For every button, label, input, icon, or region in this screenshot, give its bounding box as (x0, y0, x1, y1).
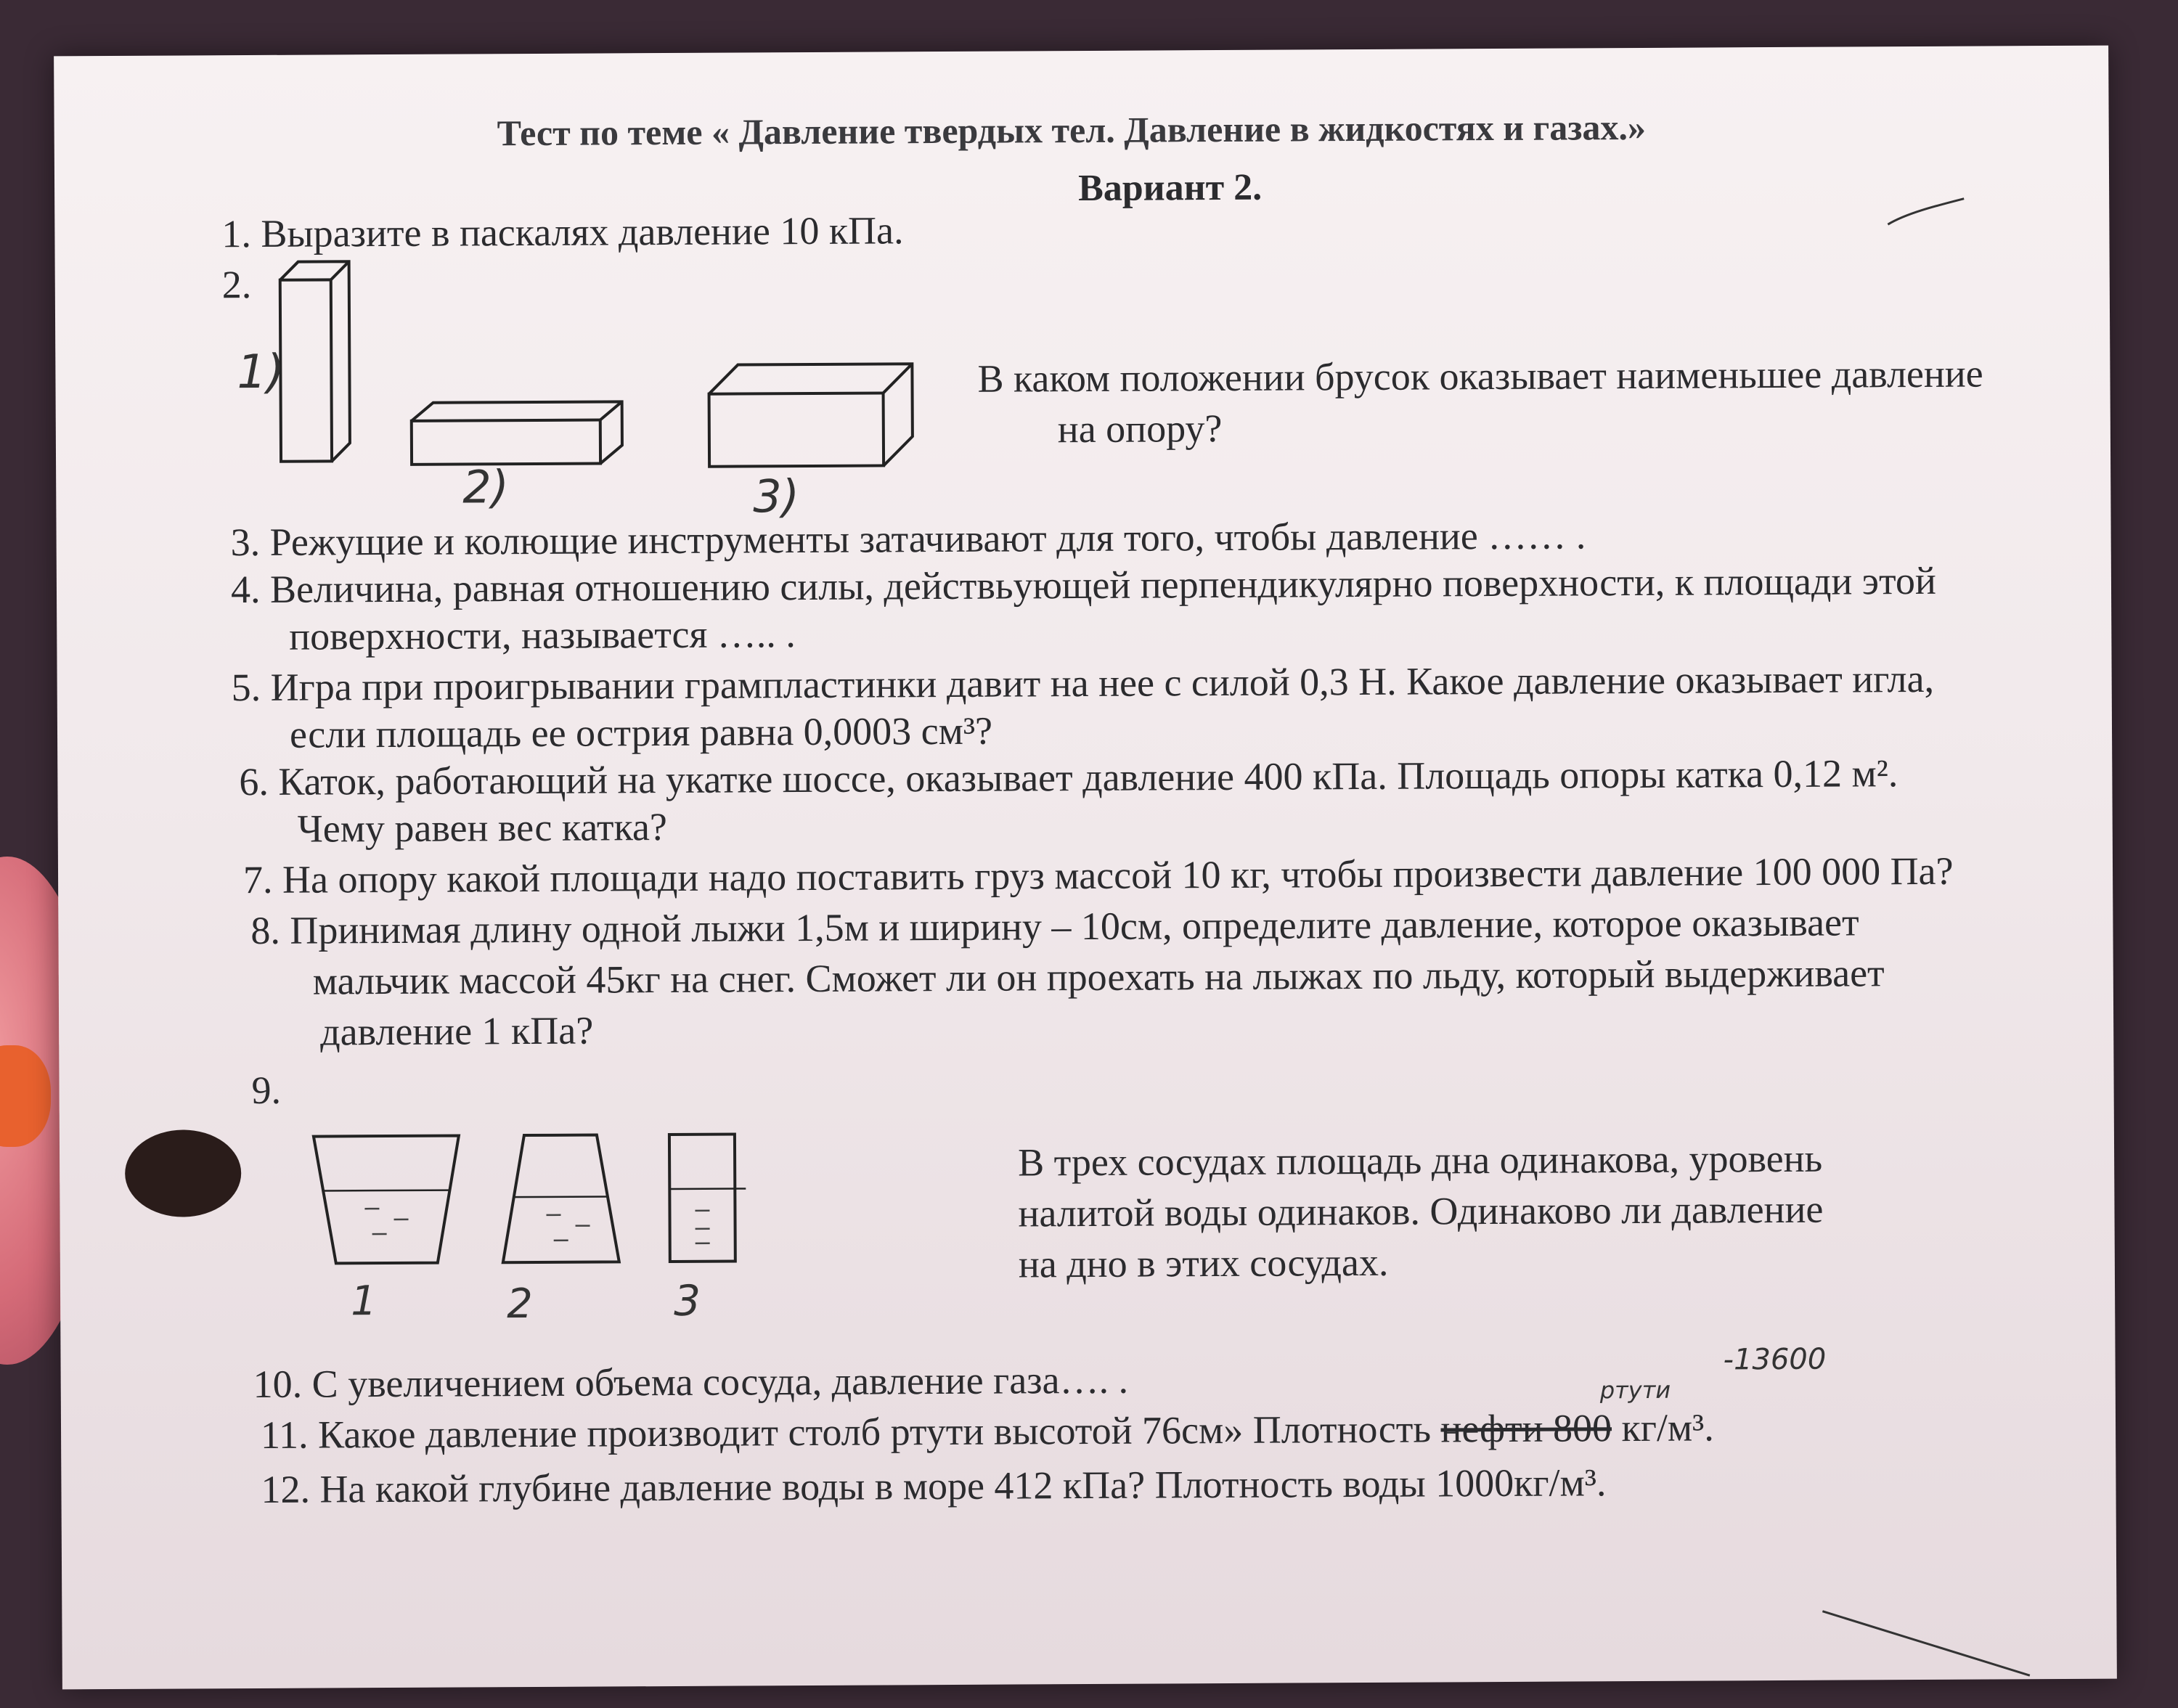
question-9-text-line-1: В трех сосудах площадь дна одинакова, уровень (1017, 1136, 1823, 1185)
vessel-label-2: 2 (506, 1280, 533, 1328)
variant-label: Вариант 2. (1077, 166, 1263, 210)
bar-position-3 (709, 393, 884, 466)
handwritten-label-2: 2) (462, 460, 510, 514)
bar-position-2 (412, 420, 600, 464)
question-6-line-2: Чему равен вес катка? (297, 805, 668, 851)
question-2-text-line-2: на опору? (1057, 406, 1223, 451)
pen-mark-top (1884, 192, 1971, 236)
question-9-text-line-2: налитой воды одинаков. Одинаково ли давление (1018, 1187, 1824, 1235)
vessel-1 (314, 1136, 460, 1264)
question-2-text-line-1: В каком положении брусок оказывает наименьшее давление (977, 351, 1983, 401)
bar-position-1 (280, 279, 332, 461)
question-8-line-3: давление 1 кПа? (320, 1008, 594, 1054)
test-sheet (54, 46, 2117, 1690)
question-12: 12. На какой глубине давление воды в море 412 кПа? Плотность воды 1000кг/м³. (261, 1460, 1607, 1511)
vessel-label-3: 3 (673, 1275, 701, 1325)
question-11-struck-text: нефти 800 (1440, 1406, 1612, 1451)
question-7: 7. На опору какой площади надо поставить груз массой 10 кг, чтобы произвести давление 100 000 Па? (242, 849, 1954, 902)
question-9-text-line-3: на дно в этих сосудах. (1018, 1240, 1389, 1286)
question-1: 1. Выразите в паскалях давление 10 кПа. (221, 208, 904, 256)
vessels-figure (292, 1119, 874, 1340)
handwritten-mercury-note: ртути (1599, 1376, 1671, 1405)
vessel-2 (502, 1135, 619, 1262)
question-2-number: 2. (221, 263, 252, 307)
question-3: 3. Режущие и колющие инструменты затачивают для того, чтобы давление …… . (230, 513, 1586, 565)
question-4-line-1: 4. Величина, равная отношению силы, действьующей перпендикулярно поверхности, к площади этой (230, 558, 1936, 612)
question-5-line-1: 5. Игра при проигрывании грампластинки давит на нее с силой 0,3 Н. Какое давление оказывает игла, (231, 656, 1935, 710)
question-8-line-1: 8. Принимая длину одной лыжи 1,5м и ширину – 10см, определите давление, которое оказывает (250, 900, 1859, 953)
question-8-line-2: мальчик массой 45кг на снег. Сможет ли он проехать на лыжах по льду, который выдерживает (312, 951, 1885, 1003)
question-5-line-2: если площадь ее острия равна 0,0003 см³? (289, 708, 993, 756)
handwritten-density-note: -13600 (1723, 1342, 1827, 1377)
question-10: 10. С увеличением объема сосуда, давление газа…. . (253, 1357, 1129, 1407)
handwritten-label-3: 3) (753, 470, 800, 523)
question-6-line-1: 6. Каток, работающий на укатке шоссе, оказывает давление 400 кПа. Площадь опоры катка 0,12 м². (239, 751, 1898, 804)
test-title: Тест по теме « Давление твердых тел. Давление в жидкостях и газах.» (497, 106, 1647, 154)
question-11-units: кг/м³. (1621, 1405, 1714, 1450)
question-11 (261, 1405, 1714, 1457)
question-9-number: 9. (251, 1068, 282, 1113)
bars-figure (229, 254, 1102, 549)
paper-hole (125, 1129, 242, 1217)
question-11-text: 11. Какое давление производит столб ртути высотой 76см» Плотность (260, 1407, 1432, 1457)
handwritten-label-1: 1) (237, 345, 285, 400)
pen-mark-bottom (1819, 1606, 2037, 1680)
question-4-line-2: поверхности, называется ….. . (289, 612, 796, 658)
vessel-label-1: 1 (350, 1278, 377, 1325)
